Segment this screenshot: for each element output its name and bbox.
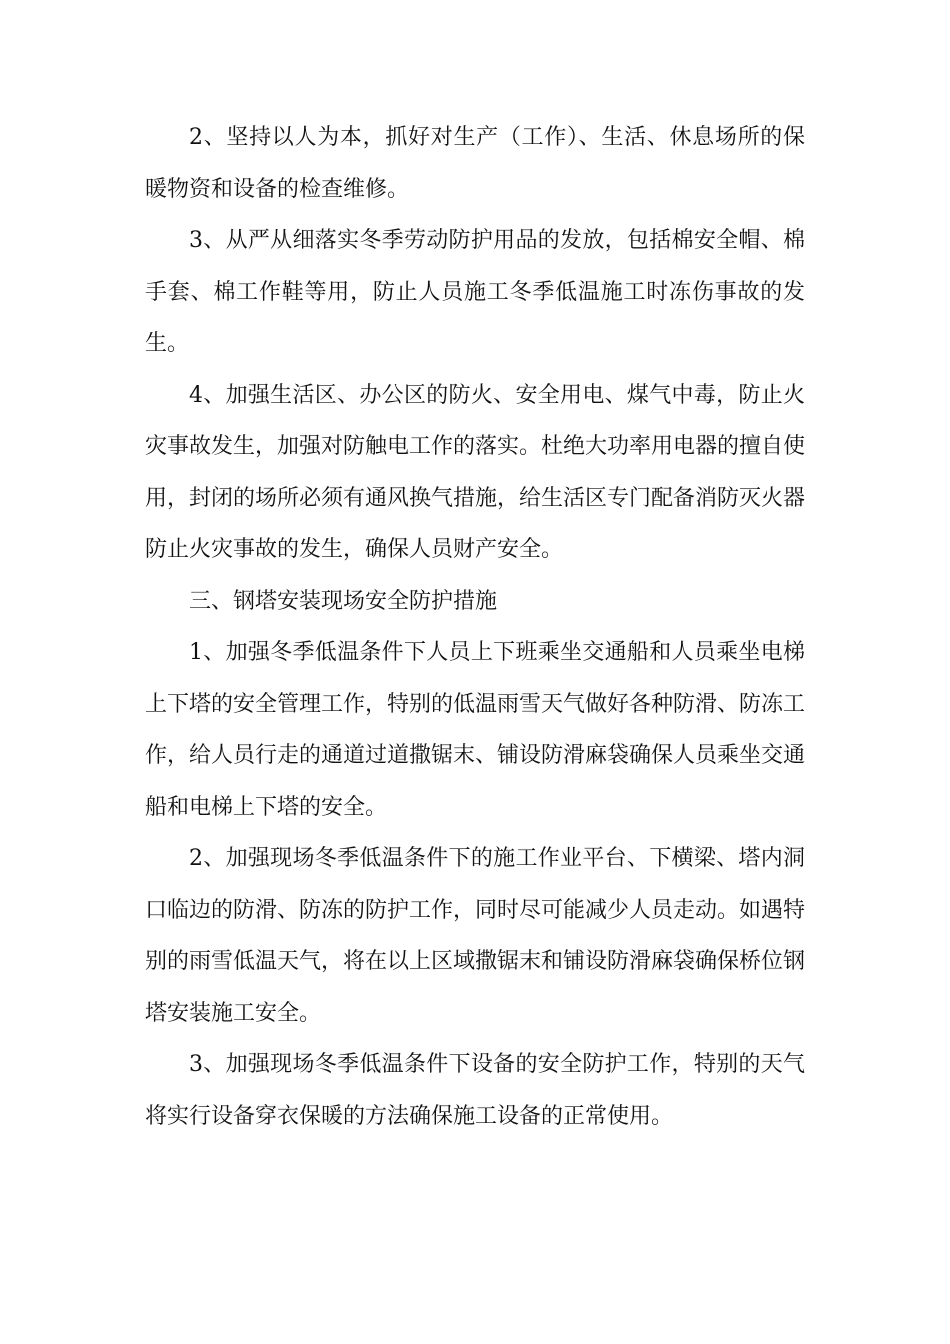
section-heading-3: 三、钢塔安装现场安全防护措施: [189, 588, 498, 614]
section3-item-1: 1、加强冬季低温条件下人员上下班乘坐交通船和人员乘坐电梯上下塔的安全管理工作，特别的低温雨雪天气做好各种防滑、防冻工作，给人员行走的通道过道撒锯末、铺设防滑麻袋确保人员乘坐交通船和电梯上下塔的安全。: [145, 640, 806, 820]
paragraph-item-2: 2、坚持以人为本，抓好对生产（工作）、生活、休息场所的保暖物资和设备的检查维修。: [145, 125, 805, 202]
paragraph-item-3: 3、从严从细落实冬季劳动防护用品的发放，包括棉安全帽、棉手套、棉工作鞋等用，防止人员施工冬季低温施工时冻伤事故的发生。: [145, 228, 805, 356]
section3-item-2: 2、加强现场冬季低温条件下的施工作业平台、下横梁、塔内洞口临边的防滑、防冻的防护工作，同时尽可能减少人员走动。如遇特别的雨雪低温天气，将在以上区域撒锯末和铺设防滑麻袋确保桥位钢塔安装施工安全。: [145, 846, 806, 1026]
paragraph-item-4: 4、加强生活区、办公区的防火、安全用电、煤气中毒，防止火灾事故发生，加强对防触电工作的落实。杜绝大功率用电器的擅自使用，封闭的场所必须有通风换气措施，给生活区专门配备消防灭火器防止火灾事故的发生，确保人员财产安全。: [145, 382, 806, 562]
document-body: [145, 112, 805, 1142]
section3-item-3: 3、加强现场冬季低温条件下设备的安全防护工作，特别的天气将实行设备穿衣保暖的方法确保施工设备的正常使用。: [145, 1052, 805, 1129]
